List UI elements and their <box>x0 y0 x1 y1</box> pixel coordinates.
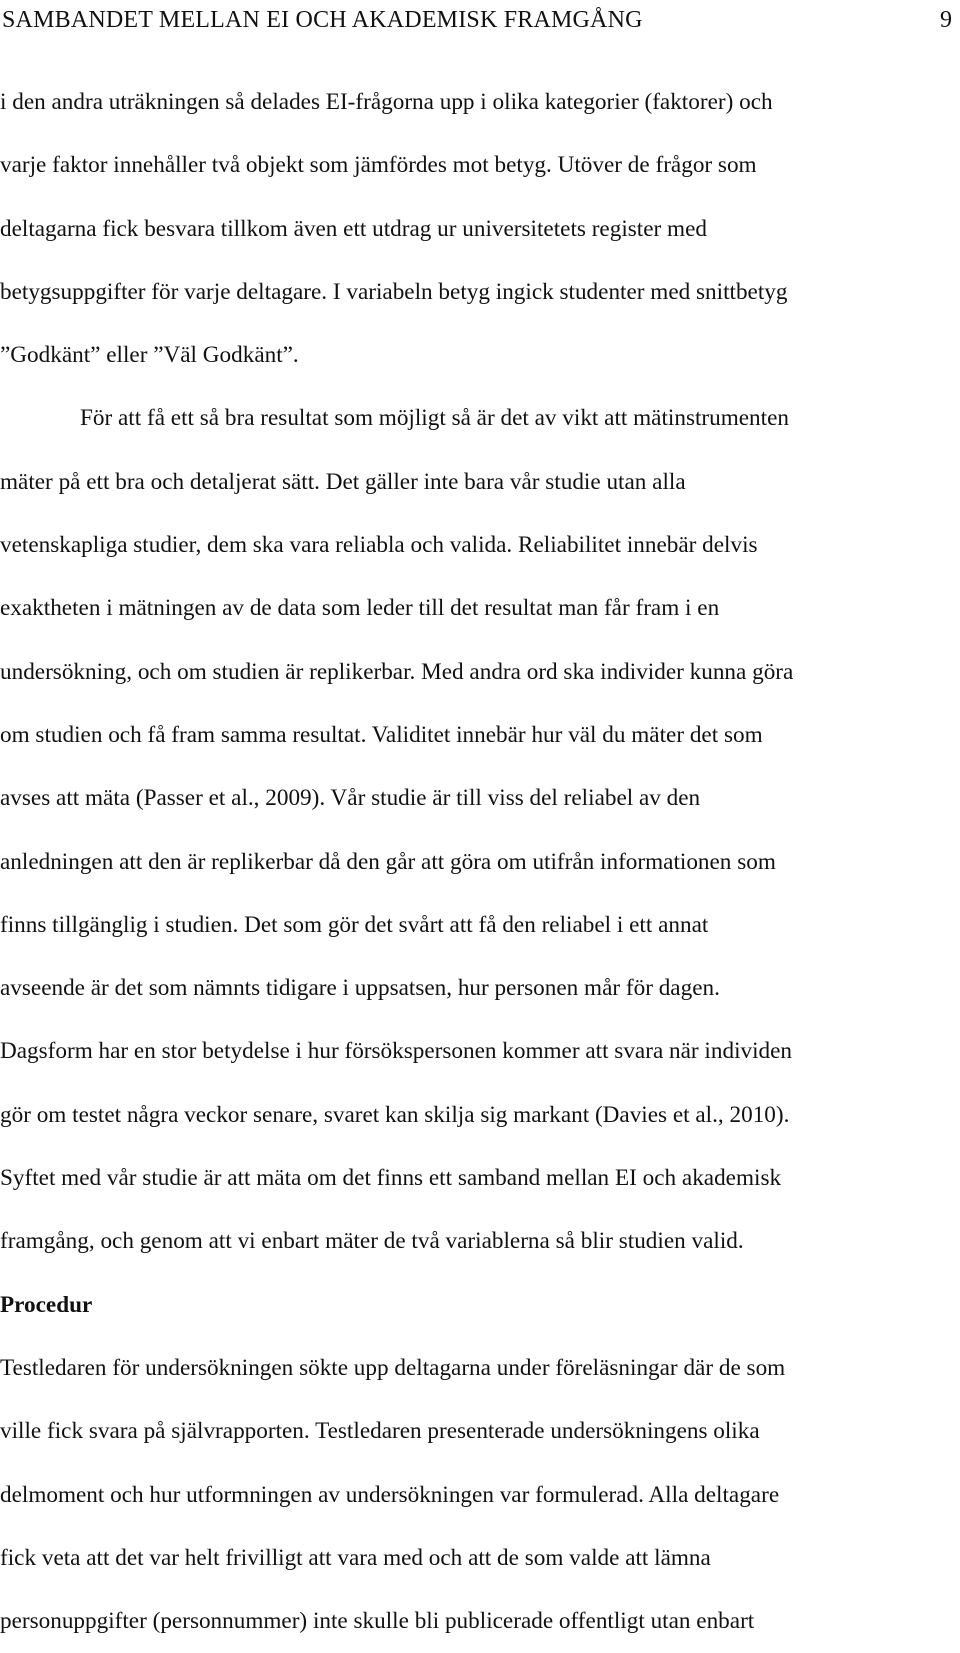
text-line: undersökning, och om studien är replikerbar. Med andra ord ska individer kunna göra <box>0 658 794 685</box>
text-line: delmoment och hur utformningen av undersökningen var formulerad. Alla deltagare <box>0 1481 780 1508</box>
text-line: fick veta att det var helt frivilligt att vara med och att de som valde att lämna <box>0 1544 711 1571</box>
text-line: Dagsform har en stor betydelse i hur försökspersonen kommer att svara när individen <box>0 1038 793 1065</box>
text-line: om studien och få fram samma resultat. Validitet innebär hur väl du mäter det som <box>0 721 763 748</box>
text-line: vetenskapliga studier, dem ska vara reliabla och valida. Reliabilitet innebär delvis <box>0 532 758 559</box>
text-line: deltagarna fick besvara tillkom även ett utdrag ur universitetets register med <box>0 215 707 242</box>
text-line: ”Godkänt” eller ”Väl Godkänt”. <box>0 342 299 369</box>
text-line: betygsuppgifter för varje deltagare. I variabeln betyg ingick studenter med snittbetyg <box>0 278 788 305</box>
text-line: i den andra uträkningen så delades EI-frågorna upp i olika kategorier (faktorer) och <box>0 89 773 115</box>
section-heading: Procedur <box>0 1291 93 1318</box>
text-line: Syftet med vår studie är att mäta om det finns ett samband mellan EI och akademisk <box>0 1165 782 1192</box>
text-line: exaktheten i mätningen av de data som leder till det resultat man får fram i en <box>0 595 720 622</box>
text-line: gör om testet några veckor senare, svaret kan skilja sig markant (Davies et al., 2010). <box>0 1101 790 1128</box>
text-line: varje faktor innehåller två objekt som jämfördes mot betyg. Utöver de frågor som <box>0 152 757 179</box>
text-line: Testledaren för undersökningen sökte upp deltagarna under föreläsningar där de som <box>0 1354 786 1381</box>
text-line: framgång, och genom att vi enbart mäter de två variablerna så blir studien valid. <box>0 1228 744 1255</box>
text-line: ville fick svara på självrapporten. Testledaren presenterade undersökningens olika <box>0 1418 760 1445</box>
page-number: 9 <box>940 7 952 33</box>
running-title: SAMBANDET MELLAN EI OCH AKADEMISK FRAMGÅNG <box>2 7 643 33</box>
running-header <box>2 4 952 36</box>
text-line: mäter på ett bra och detaljerat sätt. Det gäller inte bara vår studie utan alla <box>0 468 686 495</box>
text-line: anledningen att den är replikerbar då den går att göra om utifrån informationen som <box>0 848 776 875</box>
text-line: avses att mäta (Passer et al., 2009). Vår studie är till viss del reliabel av den <box>0 785 701 812</box>
text-line: personuppgifter (personnummer) inte skulle bli publicerade offentligt utan enbart <box>0 1608 755 1635</box>
text-line: finns tillgänglig i studien. Det som gör det svårt att få den reliabel i ett annat <box>0 911 709 938</box>
paragraph-first-line: För att få ett så bra resultat som möjligt så är det av vikt att mätinstrumenten <box>80 405 789 432</box>
text-line: avseende är det som nämnts tidigare i uppsatsen, hur personen mår för dagen. <box>0 975 720 1002</box>
page-body <box>0 71 930 1653</box>
